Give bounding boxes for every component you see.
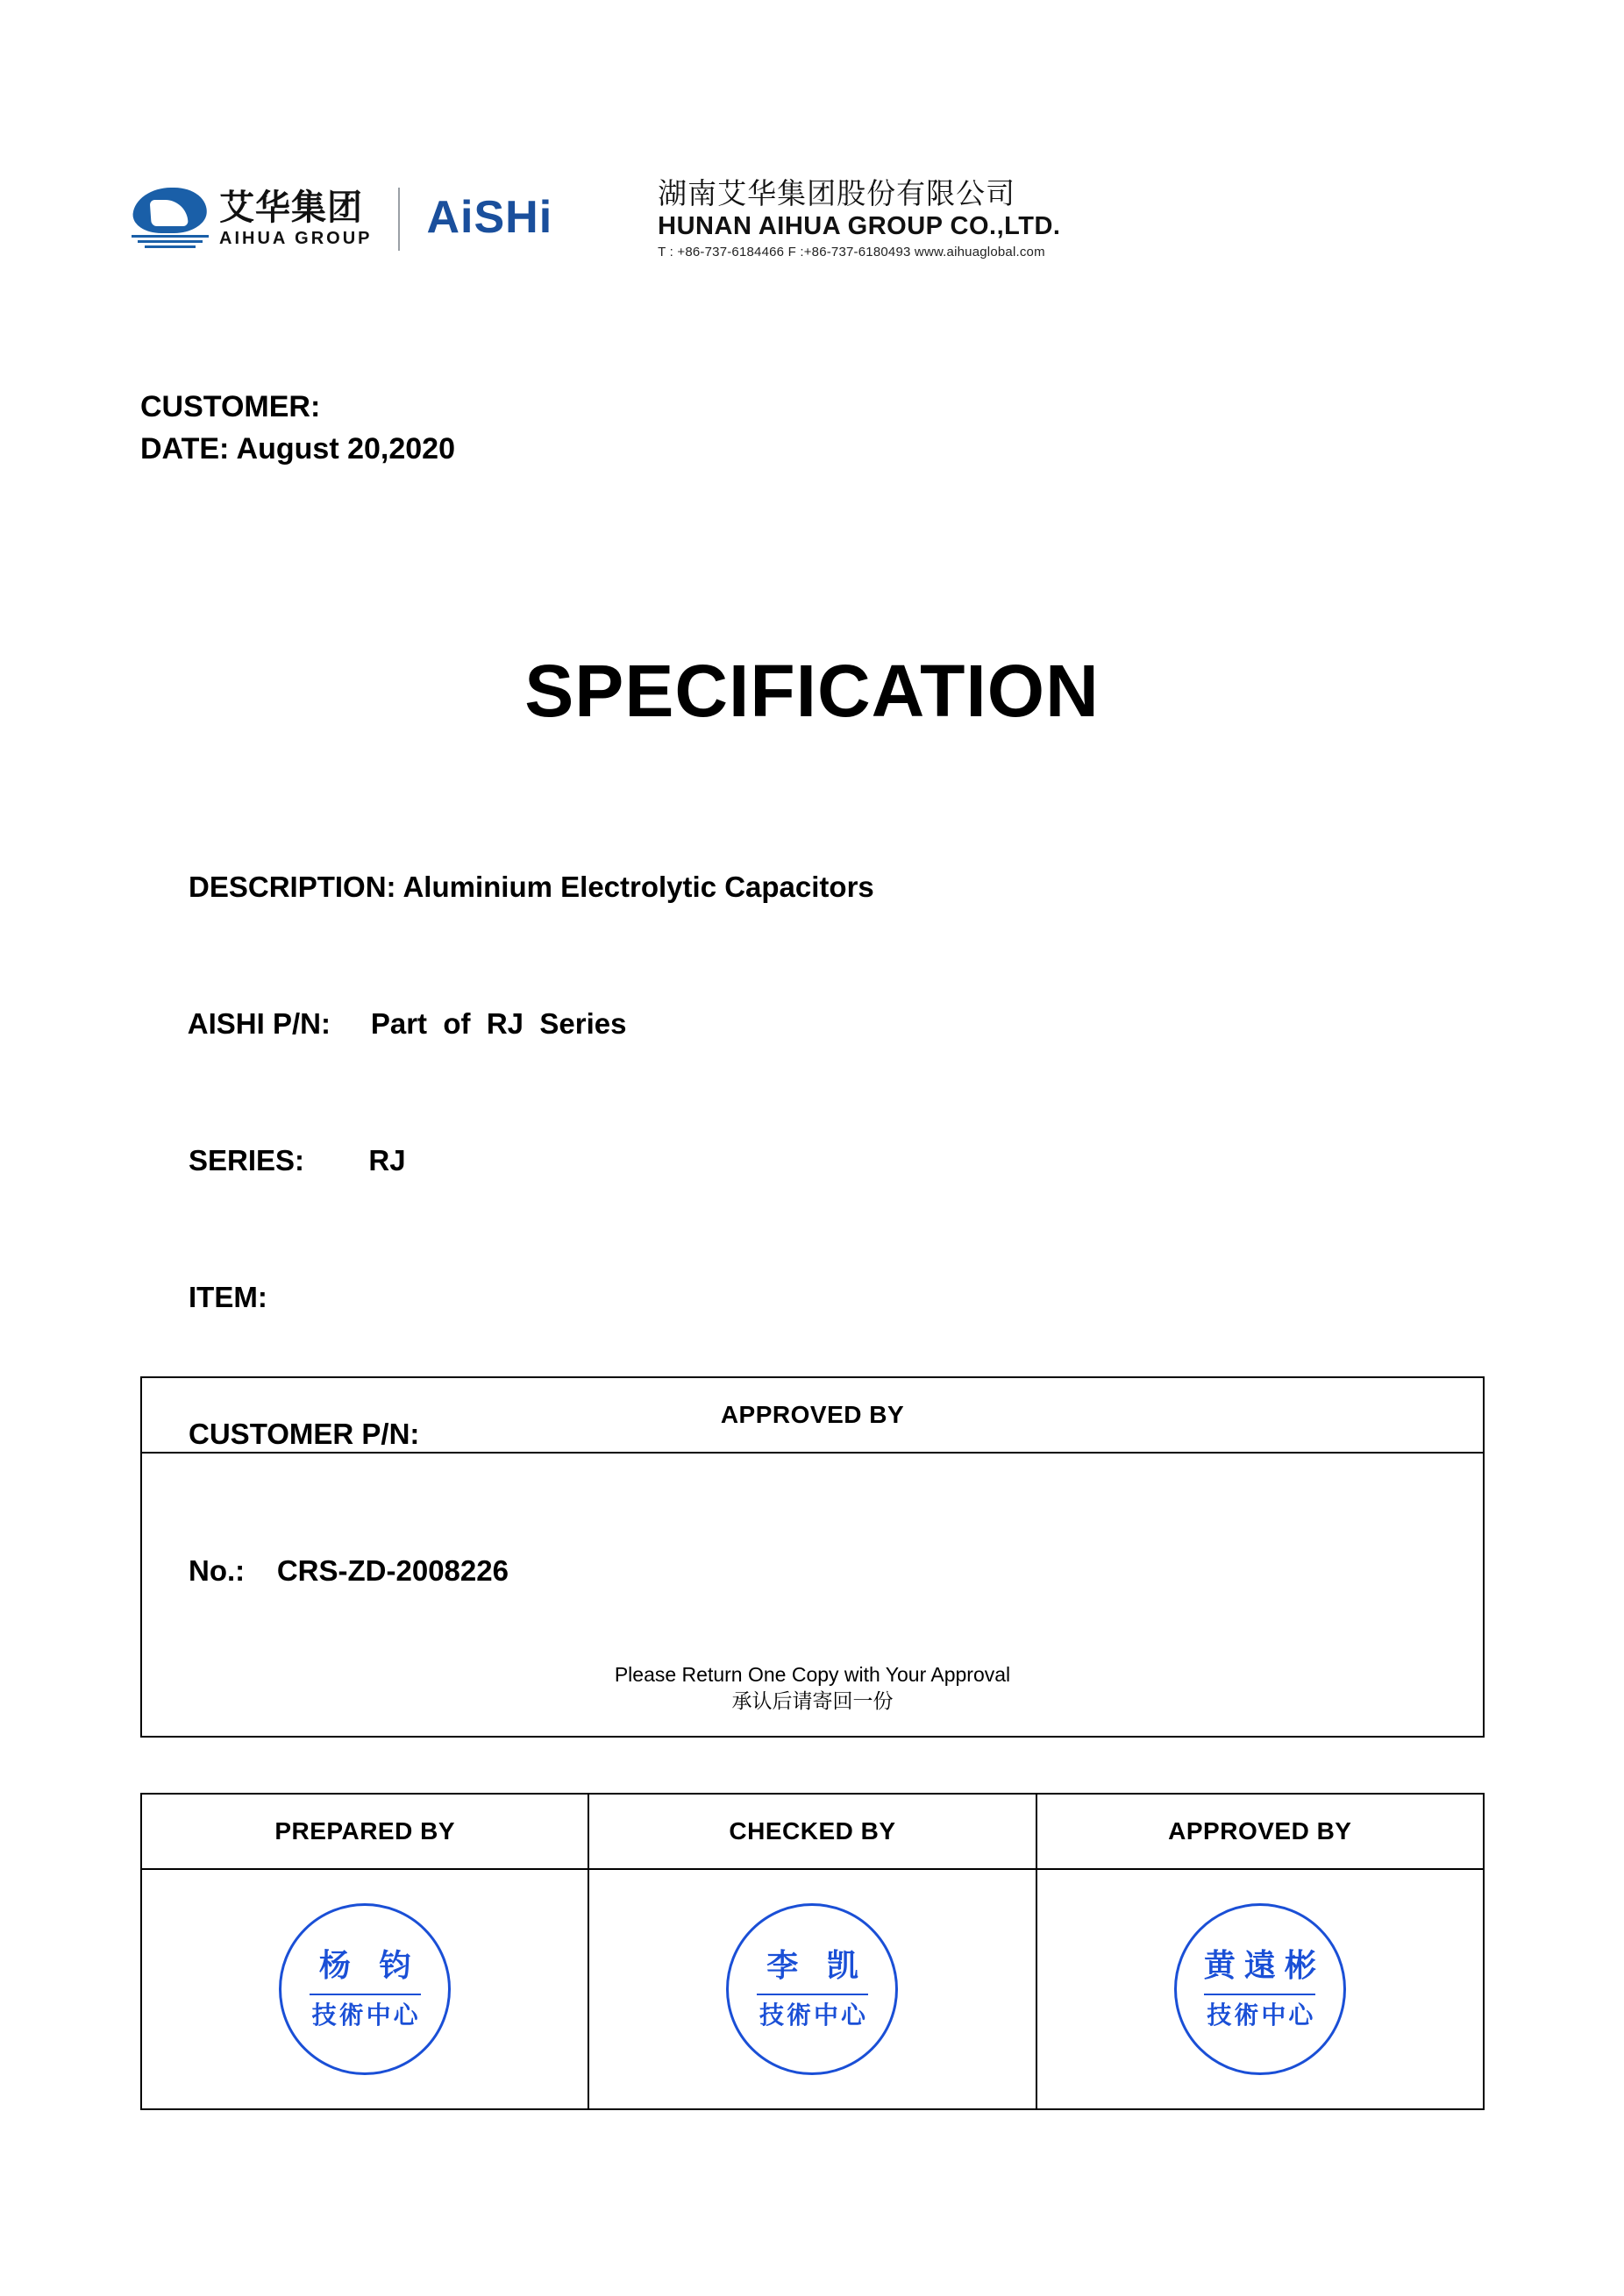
stamp-name: 李 凯 (766, 1947, 867, 1984)
field-item (140, 1248, 1491, 1347)
logo-divider (398, 188, 400, 251)
field-series-value: RJ (304, 1144, 406, 1176)
aihua-logo-icon (130, 186, 210, 252)
field-series-label: SERIES: (189, 1144, 305, 1176)
stamp-checked-by (726, 1903, 898, 2075)
approval-note (142, 1661, 1483, 1717)
cell-approved-by (1036, 1869, 1484, 2109)
stamp-prepared-by (279, 1903, 451, 2075)
aishi-brand-wordmark: AiSHi (426, 192, 553, 243)
stamp-name: 黄遠彬 (1203, 1947, 1325, 1984)
customer-line (140, 386, 455, 428)
stamp-name: 杨 钧 (318, 1947, 420, 1984)
approval-signature-area[interactable] (142, 1454, 1483, 1736)
approval-note-en: Please Return One Copy with Your Approval (614, 1662, 1011, 1686)
date-line (140, 428, 455, 470)
cell-checked-by (588, 1869, 1036, 2109)
field-aishi-pn-label: AISHI P/N: (187, 1007, 331, 1040)
date-label: DATE: (140, 432, 230, 466)
company-info (658, 175, 1061, 260)
approval-note-cn: 承认后请寄回一份 (731, 1690, 894, 1714)
company-contact: T : +86-737-6184466 F :+86-737-6180493 www.aihuaglobal.com (658, 245, 1045, 260)
aihua-logo-cn: 艾华集团 (219, 187, 363, 228)
field-number-value: CRS-ZD-2008226 (245, 1554, 509, 1587)
field-aishi-pn-value: Part of RJ Series (330, 1007, 627, 1040)
approval-box (140, 1376, 1485, 1738)
field-customer-pn-label: CUSTOMER P/N: (189, 1418, 420, 1450)
document-header (130, 167, 1419, 272)
field-description-value: Aluminium Electrolytic Capacitors (395, 871, 874, 903)
document-meta (140, 386, 455, 471)
company-name-cn: 湖南艾华集团股份有限公司 (658, 175, 1016, 210)
field-description (140, 837, 1491, 937)
page-title: SPECIFICATION (524, 650, 1100, 732)
stamp-dept: 技術中心 (757, 1994, 868, 2029)
date-value: August 20,2020 (236, 432, 455, 466)
field-item-label: ITEM: (189, 1281, 267, 1313)
signature-table (140, 1793, 1485, 2110)
field-aishi-pn (140, 974, 1491, 1074)
field-number-label: No.: (189, 1554, 246, 1587)
stamp-dept: 技術中心 (1204, 1994, 1315, 2029)
column-checked-by: CHECKED BY (588, 1794, 1036, 1869)
stamp-dept: 技術中心 (310, 1994, 421, 2029)
column-approved-by: APPROVED BY (1036, 1794, 1484, 1869)
customer-label: CUSTOMER: (140, 390, 321, 423)
aihua-logo-text (219, 187, 373, 249)
company-name-en: HUNAN AIHUA GROUP CO.,LTD. (658, 211, 1061, 240)
stamp-approved-by (1174, 1903, 1346, 2075)
table-row (141, 1869, 1484, 2109)
aihua-logo-en: AIHUA GROUP (219, 228, 373, 248)
field-series (140, 1111, 1491, 1211)
column-prepared-by: PREPARED BY (141, 1794, 588, 1869)
table-header-row (141, 1794, 1484, 1869)
approval-box-header: APPROVED BY (142, 1378, 1483, 1454)
field-description-label: DESCRIPTION: (189, 871, 396, 903)
cell-prepared-by (141, 1869, 588, 2109)
